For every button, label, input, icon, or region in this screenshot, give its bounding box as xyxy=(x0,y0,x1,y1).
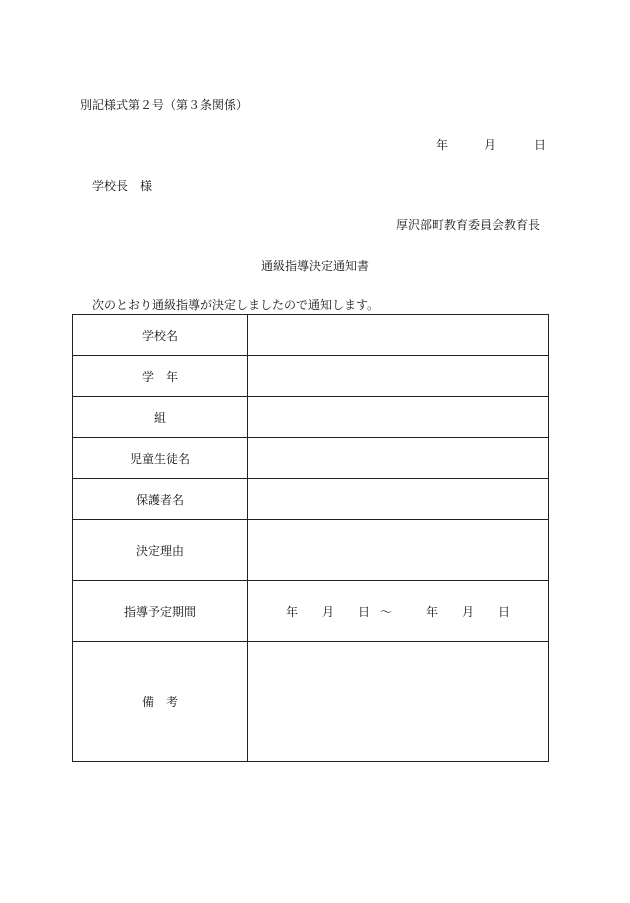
date-line xyxy=(436,138,546,152)
period-tilde: ～ xyxy=(379,604,392,619)
class-value xyxy=(248,397,549,438)
document-title: 通級指導決定通知書 xyxy=(260,259,369,273)
date-month-label: 月 xyxy=(484,138,497,152)
guardian-name-label: 保護者名 xyxy=(73,479,248,520)
student-name-label: 児童生徒名 xyxy=(73,438,248,479)
period-end-day: 日 xyxy=(497,604,510,619)
period-value xyxy=(248,581,549,642)
period-end-month: 月 xyxy=(461,604,474,619)
form-reference: 別記様式第２号（第３条関係） xyxy=(80,98,249,112)
table-row-guardian-name xyxy=(73,479,549,520)
period-start-month: 月 xyxy=(321,604,334,619)
school-name-value xyxy=(248,315,549,356)
table-row-remarks xyxy=(73,642,549,762)
period-label: 指導予定期間 xyxy=(73,581,248,642)
guardian-name-value xyxy=(248,479,549,520)
sender: 厚沢部町教育委員会教育長 xyxy=(395,218,540,232)
table-row-grade xyxy=(73,356,549,397)
reason-label: 決定理由 xyxy=(73,520,248,581)
table-row-school-name xyxy=(73,315,549,356)
reason-value xyxy=(248,520,549,581)
grade-value xyxy=(248,356,549,397)
table-row-period xyxy=(73,581,549,642)
table-row-class xyxy=(73,397,549,438)
class-label: 組 xyxy=(73,397,248,438)
grade-label: 学 年 xyxy=(73,356,248,397)
notification-form-table xyxy=(72,314,549,762)
table-row-student-name xyxy=(73,438,549,479)
student-name-value xyxy=(248,438,549,479)
period-start-year: 年 xyxy=(285,604,298,619)
table-row-reason xyxy=(73,520,549,581)
intro-text: 次のとおり通級指導が決定しましたので通知します。 xyxy=(92,298,380,312)
remarks-value xyxy=(248,642,549,762)
period-start-day: 日 xyxy=(357,604,370,619)
period-end-year: 年 xyxy=(425,604,438,619)
period-range xyxy=(248,603,548,620)
date-year-label: 年 xyxy=(436,138,449,152)
remarks-label: 備 考 xyxy=(73,642,248,762)
school-name-label: 学校名 xyxy=(73,315,248,356)
addressee: 学校長 様 xyxy=(92,179,153,193)
date-day-label: 日 xyxy=(534,138,547,152)
